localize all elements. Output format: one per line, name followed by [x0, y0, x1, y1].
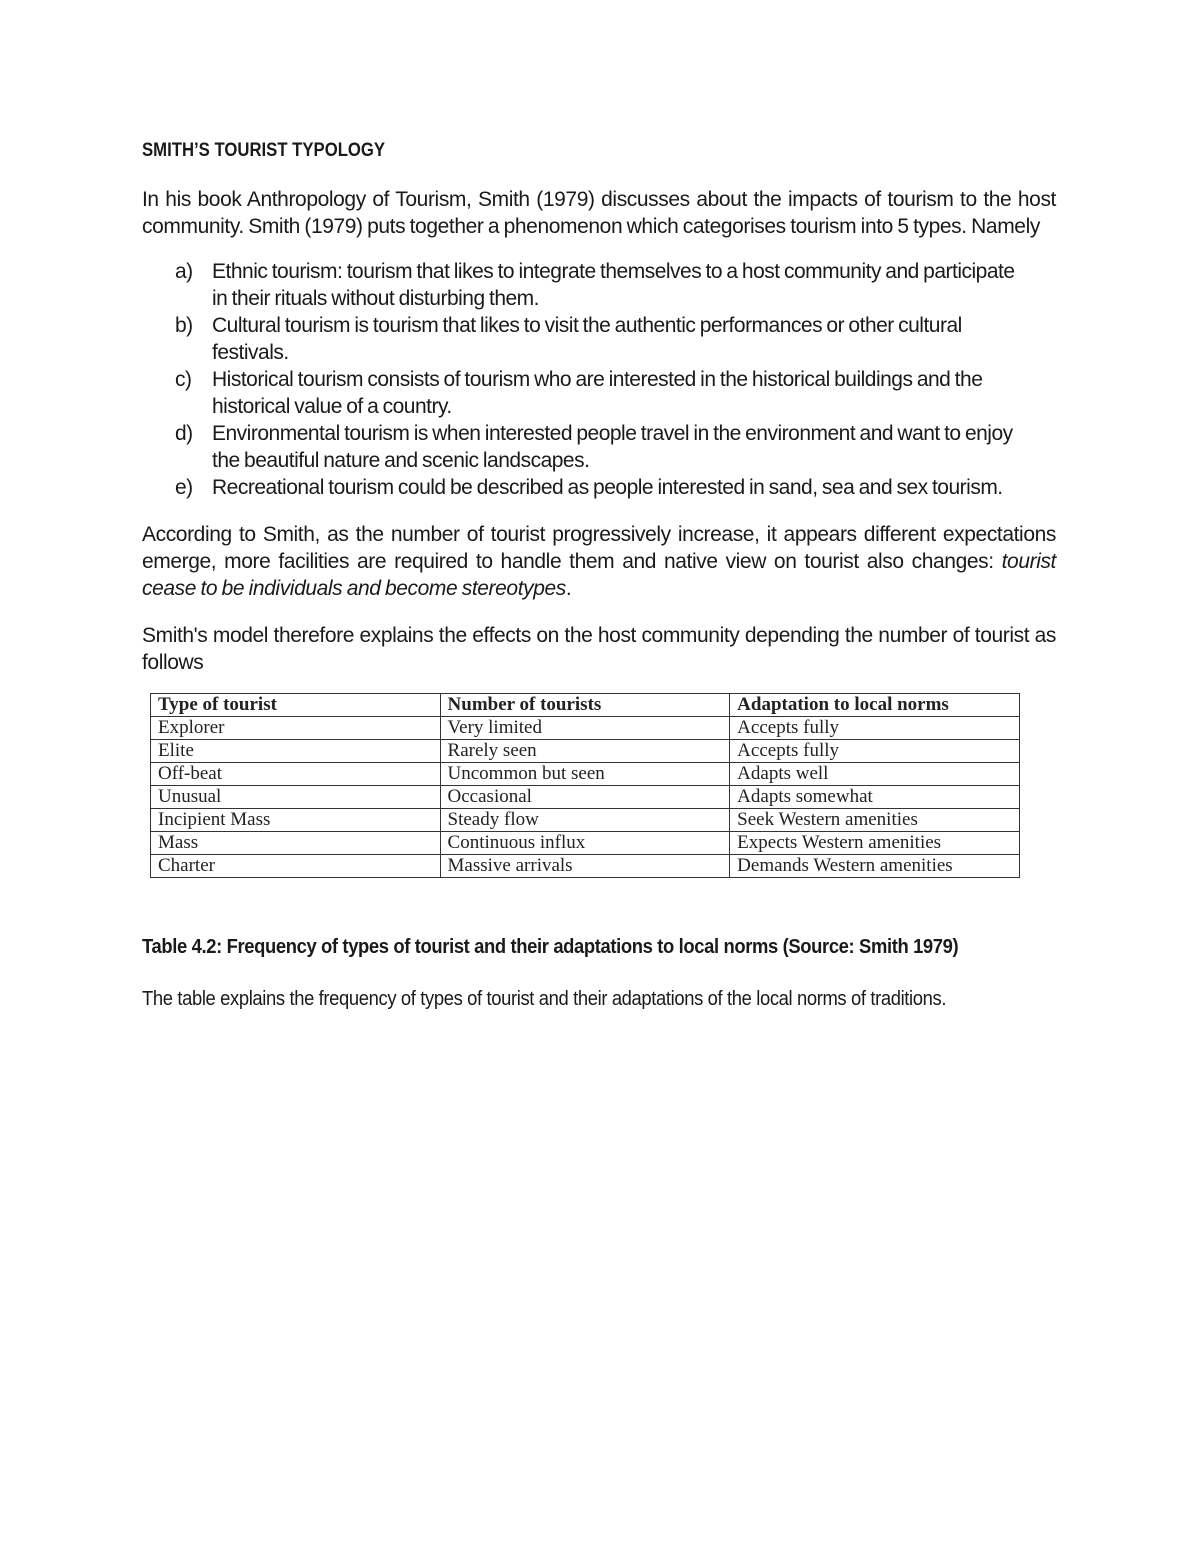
- table-cell: Rarely seen: [440, 740, 730, 763]
- table-caption: Table 4.2: Frequency of types of tourist and their adaptations to local norms (Source: Smith 1979): [142, 936, 959, 958]
- intro-paragraph: In his book Anthropology of Tourism, Smith (1979) discusses about the impacts of tourism to the host community. Smith (1979) puts together a phenomenon which categorises tourism into 5 types. Namely: [142, 188, 1056, 238]
- table-cell: Demands Western amenities: [730, 855, 1020, 878]
- list-marker: c): [175, 368, 192, 391]
- table-row: [151, 832, 1020, 855]
- table-cell: Off-beat: [151, 763, 441, 786]
- table-row: [151, 855, 1020, 878]
- according-paragraph: [142, 521, 1056, 602]
- table-cell: Uncommon but seen: [440, 763, 730, 786]
- table-cell: Explorer: [151, 717, 441, 740]
- table-row: [151, 763, 1020, 786]
- list-item: [142, 312, 1056, 366]
- table-cell: Charter: [151, 855, 441, 878]
- table-cell: Massive arrivals: [440, 855, 730, 878]
- list-item: [142, 258, 1056, 312]
- model-paragraph: Smith's model therefore explains the effects on the host community depending the number of tourist as follows: [142, 624, 1056, 674]
- list-item-text: Recreational tourism could be described as people interested in sand, sea and sex tourism.: [212, 476, 1003, 499]
- table-row: [151, 786, 1020, 809]
- list-marker: b): [175, 314, 193, 337]
- tourist-typology-table: [150, 693, 1020, 878]
- table-header-row: [151, 694, 1020, 717]
- according-italic-text: tourist cease to be individuals and become stereotypes: [142, 550, 1056, 600]
- table-cell: Accepts fully: [730, 740, 1020, 763]
- table-cell: Adapts somewhat: [730, 786, 1020, 809]
- table-cell: Expects Western amenities: [730, 832, 1020, 855]
- column-header-number: Number of tourists: [440, 694, 730, 717]
- list-marker: a): [175, 260, 193, 283]
- table-cell: Seek Western amenities: [730, 809, 1020, 832]
- list-marker: d): [175, 422, 193, 445]
- table-cell: Unusual: [151, 786, 441, 809]
- according-text: According to Smith, as the number of tourist progressively increase, it appears different expectations emerge, more facilities are required to handle them and native view on tourist also changes:: [142, 523, 1056, 573]
- list-item-text: Ethnic tourism: tourism that likes to integrate themselves to a host community and participate in their rituals without disturbing them.: [212, 260, 1015, 310]
- list-item-text: Cultural tourism is tourism that likes to visit the authentic performances or other cultural festivals.: [212, 314, 962, 364]
- tourism-types-list: [142, 258, 1056, 501]
- table-row: [151, 809, 1020, 832]
- list-marker: e): [175, 476, 193, 499]
- list-item: [142, 474, 1056, 501]
- table-row: [151, 717, 1020, 740]
- table-cell: Steady flow: [440, 809, 730, 832]
- closing-paragraph: The table explains the frequency of types of tourist and their adaptations of the local norms of traditions.: [142, 988, 947, 1010]
- table-cell: Accepts fully: [730, 717, 1020, 740]
- list-item-text: Environmental tourism is when interested people travel in the environment and want to enjoy the beautiful nature and scenic landscapes.: [212, 422, 1013, 472]
- table-cell: Very limited: [440, 717, 730, 740]
- column-header-type: Type of tourist: [151, 694, 441, 717]
- table-cell: Incipient Mass: [151, 809, 441, 832]
- according-end: .: [565, 577, 572, 600]
- list-item-text: Historical tourism consists of tourism who are interested in the historical buildings and the historical value of a country.: [212, 368, 983, 418]
- table-cell: Adapts well: [730, 763, 1020, 786]
- table-cell: Continuous influx: [440, 832, 730, 855]
- table-row: [151, 740, 1020, 763]
- list-item: [142, 366, 1056, 420]
- column-header-adaptation: Adaptation to local norms: [730, 694, 1020, 717]
- document-page: [142, 140, 1056, 1010]
- table-cell: Occasional: [440, 786, 730, 809]
- page-title: SMITH’S TOURIST TYPOLOGY: [142, 140, 386, 161]
- table-cell: Elite: [151, 740, 441, 763]
- table-cell: Mass: [151, 832, 441, 855]
- list-item: [142, 420, 1056, 474]
